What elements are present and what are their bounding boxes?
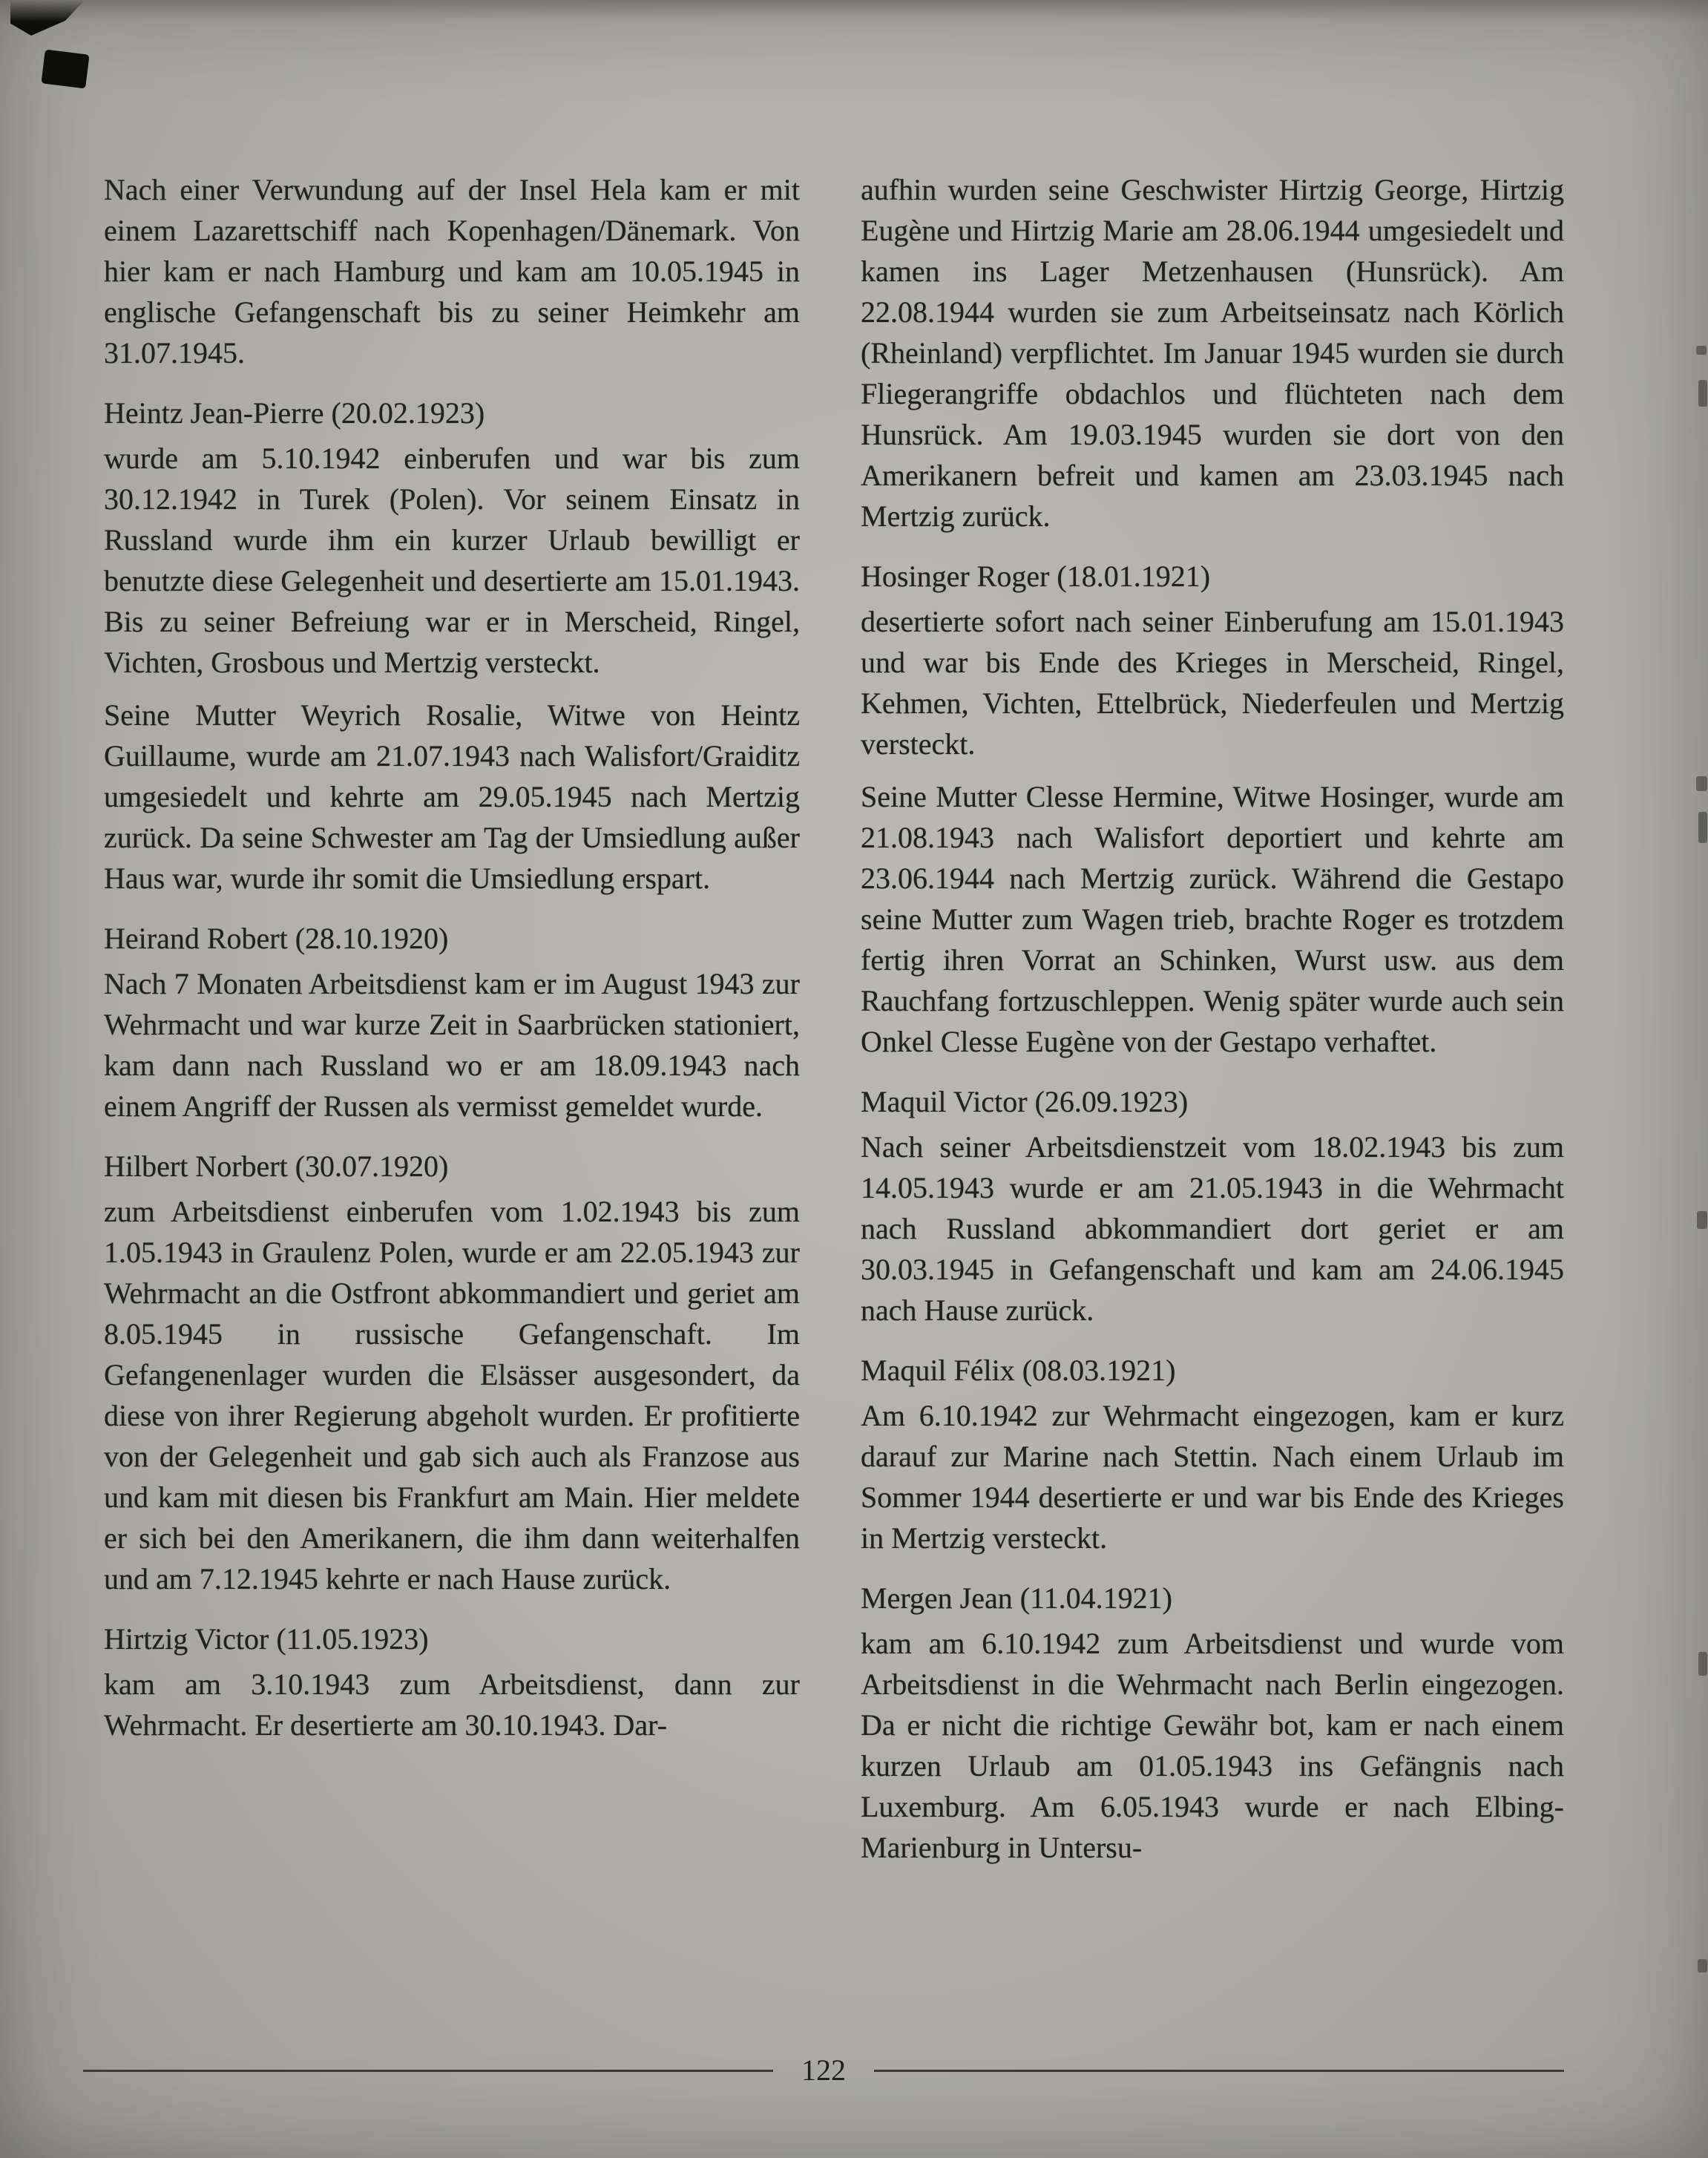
scan-edge-mark	[1698, 1652, 1707, 1676]
scan-edge-mark	[1696, 776, 1707, 791]
entry-heading: Hirtzig Victor (11.05.1923)	[104, 1622, 429, 1656]
entry-heading: Heintz Jean-Pierre (20.02.1923)	[104, 396, 485, 430]
left-column	[104, 169, 800, 1757]
paragraph: aufhin wurden seine Geschwister Hirtzig George, Hirtzig Eugène und Hirtzig Marie am 28.06.1944 umgesiedelt und kamen ins Lager Metzenhausen (Hunsrück). Am 22.08.1944 wurden sie zum Arbeitseinsatz nach Körlich (Rheinland) verpflichtet. Im Januar 1945 wurden sie durch Fliegerangriffe obdachlos und flüchteten nach dem Hunsrück. Am 19.03.1945 wurden sie dort von den Amerikanern befreit und kamen am 23.03.1945 nach Mertzig zurück.	[861, 173, 1564, 533]
paragraph: Nach seiner Arbeitsdienstzeit vom 18.02.1943 bis zum 14.05.1943 wurde er am 21.05.1943 in die Wehrmacht nach Russland abkommandiert dort geriet er am 30.03.1945 in Gefangenschaft und kam am 24.06.1945 nach Hause zurück.	[861, 1130, 1564, 1327]
footer-rule-right	[874, 2070, 1564, 2072]
paragraph: Am 6.10.1942 zur Wehrmacht eingezogen, kam er kurz darauf zur Marine nach Stettin. Nach einem Urlaub im Sommer 1944 desertierte er und war bis Ende des Krieges in Mertzig versteckt.	[861, 1399, 1564, 1555]
entry-heading: Hilbert Norbert (30.07.1920)	[104, 1149, 449, 1183]
scan-edge-mark	[1697, 1211, 1707, 1229]
page-footer	[83, 2053, 1564, 2088]
paragraph: Seine Mutter Weyrich Rosalie, Witwe von Heintz Guillaume, wurde am 21.07.1943 nach Walisfort/Graiditz umgesiedelt und kehrte am 29.05.1945 nach Mertzig zurück. Da seine Schwester am Tag der Umsiedlung außer Haus war, wurde ihr somit die Umsiedlung erspart.	[104, 698, 800, 895]
page-number: 122	[801, 2053, 846, 2087]
entry-heading: Heirand Robert (28.10.1920)	[104, 922, 449, 955]
entry-heading: Maquil Victor (26.09.1923)	[861, 1085, 1189, 1118]
footer-rule-left	[83, 2070, 773, 2072]
scan-edge-mark	[1698, 812, 1707, 843]
paragraph: Nach 7 Monaten Arbeitsdienst kam er im August 1943 zur Wehrmacht und war kurze Zeit in Saarbrücken stationiert, kam dann nach Russland wo er am 18.09.1943 nach einem Angriff der Russen als vermisst gemeldet wurde.	[104, 967, 800, 1123]
paragraph: desertierte sofort nach seiner Einberufung am 15.01.1943 und war bis Ende des Krieges in Merscheid, Ringel, Kehmen, Vichten, Ettelbrück, Niederfeulen und Mertzig versteckt.	[861, 605, 1564, 761]
paragraph: Seine Mutter Clesse Hermine, Witwe Hosinger, wurde am 21.08.1943 nach Walisfort deportiert und kehrte am 23.06.1944 nach Mertzig zurück. Während die Gestapo seine Mutter zum Wagen trieb, brachte Roger es trotzdem fertig ihren Vorrat an Schinken, Wurst usw. aus dem Rauchfang fortzuschleppen. Wenig später wurde auch sein Onkel Clesse Eugène von der Gestapo verhaftet.	[861, 780, 1564, 1058]
entry-heading: Mergen Jean (11.04.1921)	[861, 1581, 1172, 1615]
scan-artifact-blot	[41, 50, 89, 89]
paragraph: kam am 6.10.1942 zum Arbeitsdienst und wurde vom Arbeitsdienst in die Wehrmacht nach Berlin eingezogen. Da er nicht die richtige Gewähr bot, kam er nach einem kurzen Urlaub am 01.05.1943 ins Gefängnis nach Luxemburg. Am 6.05.1943 wurde er nach Elbing-Marienburg in Untersu-	[861, 1627, 1564, 1864]
scan-edge-mark	[1698, 1959, 1707, 1972]
paragraph: wurde am 5.10.1942 einberufen und war bis zum 30.12.1942 in Turek (Polen). Vor seinem Einsatz in Russland wurde ihm ein kurzer Urlaub bewilligt er benutzte diese Gelegenheit und desertierte am 15.01.1943. Bis zu seiner Befreiung war er in Merscheid, Ringel, Vichten, Grosbous und Mertzig versteckt.	[104, 442, 800, 679]
paragraph: kam am 3.10.1943 zum Arbeitsdienst, dann zur Wehrmacht. Er desertierte am 30.10.1943. Dar-	[104, 1667, 800, 1742]
scan-edge-mark	[1698, 380, 1707, 407]
scan-edge-mark	[1696, 346, 1707, 355]
entry-heading: Hosinger Roger (18.01.1921)	[861, 560, 1211, 593]
scan-artifact-corner	[10, 0, 85, 36]
entry-heading: Maquil Félix (08.03.1921)	[861, 1354, 1176, 1387]
scan-edge-shadow	[0, 0, 1708, 22]
paragraph: Nach einer Verwundung auf der Insel Hela kam er mit einem Lazarettschiff nach Kopenhagen/Dänemark. Von hier kam er nach Hamburg und kam am 10.05.1945 in englische Gefangenschaft bis zu seiner Heimkehr am 31.07.1945.	[104, 173, 800, 370]
right-column	[861, 169, 1564, 1880]
paragraph: zum Arbeitsdienst einberufen vom 1.02.1943 bis zum 1.05.1943 in Graulenz Polen, wurde er am 22.05.1943 zur Wehrmacht an die Ostfront abkommandiert und geriet am 8.05.1945 in russische Gefangenschaft. Im Gefangenenlager wurden die Elsässer ausgesondert, da diese von ihrer Regierung abgeholt wurden. Er profitierte von der Gelegenheit und gab sich auch als Franzose aus und kam mit diesen bis Frankfurt am Main. Hier meldete er sich bei den Amerikanern, die ihm dann weiterhalfen und am 7.12.1945 kehrte er nach Hause zurück.	[104, 1195, 800, 1595]
